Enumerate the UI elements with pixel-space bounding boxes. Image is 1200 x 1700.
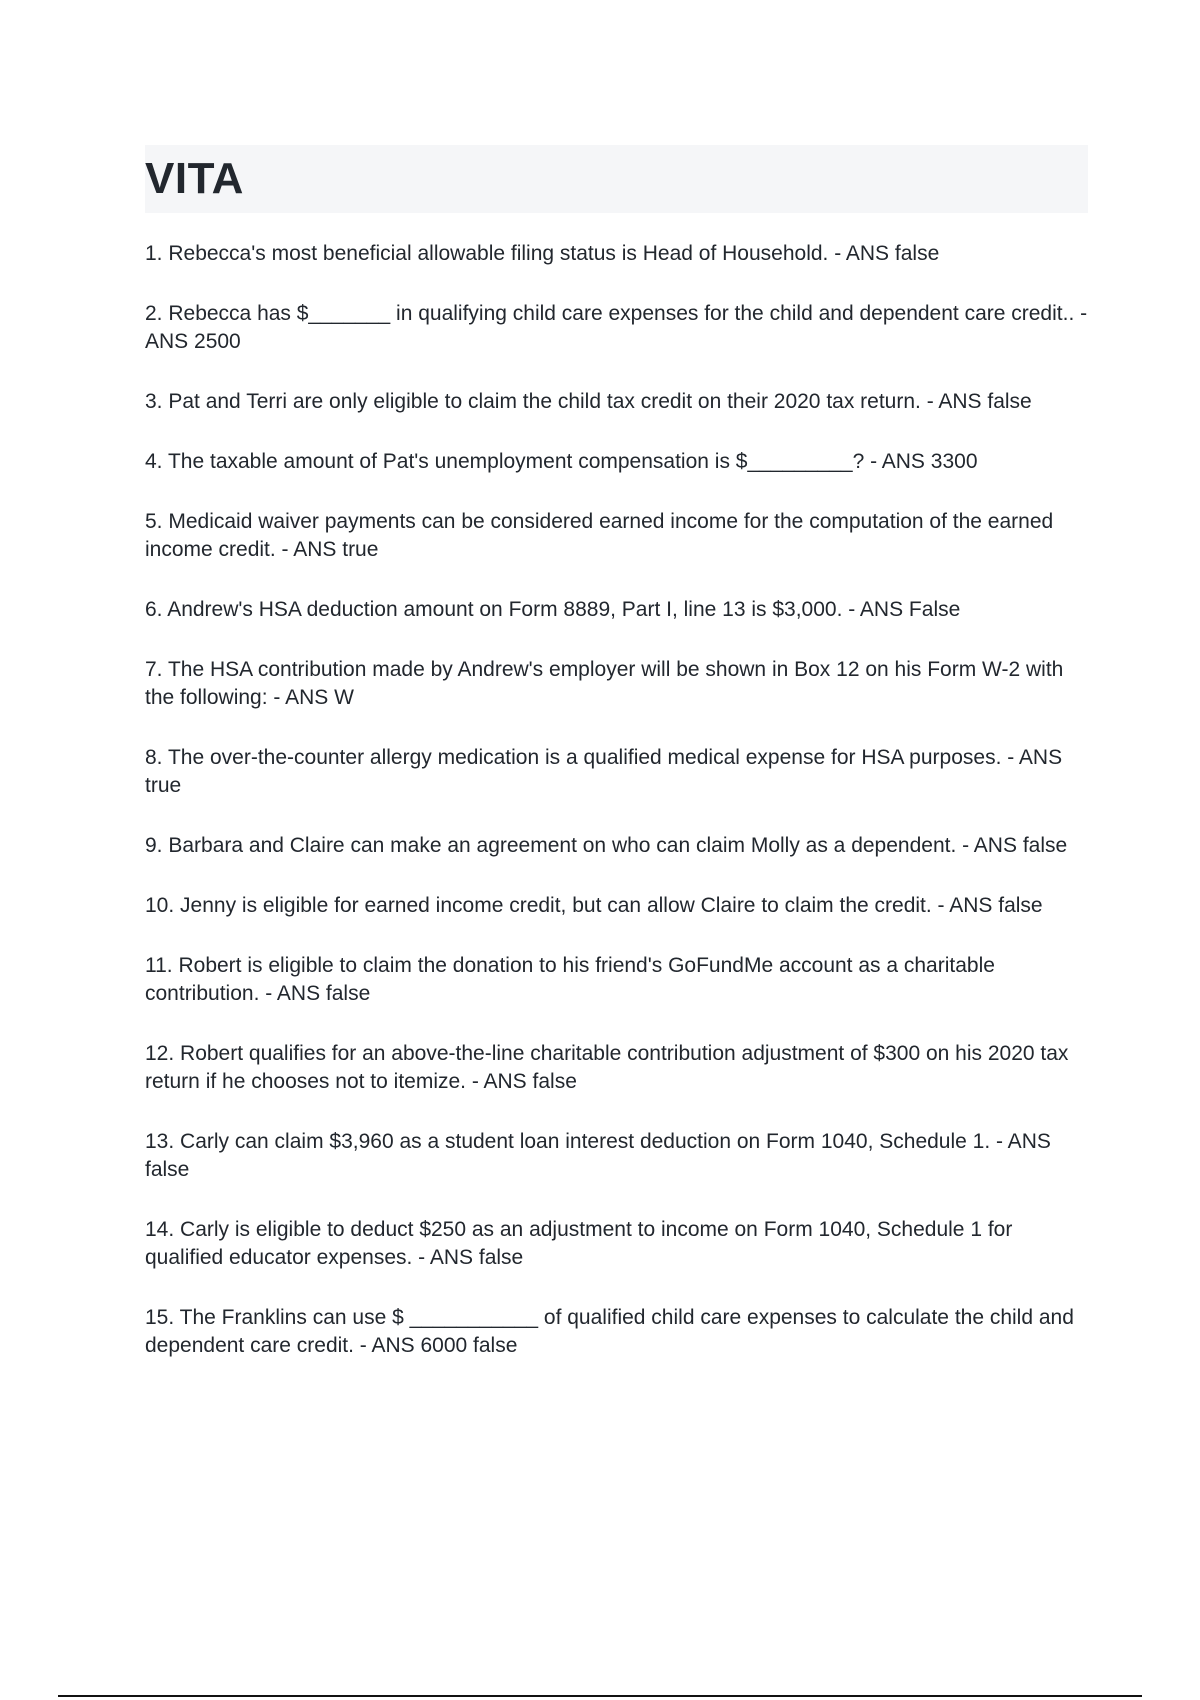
document-title: VITA bbox=[145, 154, 244, 203]
title-bar bbox=[145, 145, 1088, 213]
question-item-9: 9. Barbara and Claire can make an agreement on who can claim Molly as a dependent. - ANS false bbox=[145, 834, 1068, 857]
question-item-14: 14. Carly is eligible to deduct $250 as an adjustment to income on Form 1040, Schedule 1 for qualified educator expenses. - ANS false bbox=[145, 1218, 1013, 1269]
question-item-5: 5. Medicaid waiver payments can be considered earned income for the computation of the earned income credit. - ANS true bbox=[145, 510, 1054, 561]
question-item-10: 10. Jenny is eligible for earned income credit, but can allow Claire to claim the credit. - ANS false bbox=[145, 894, 1043, 917]
question-item-1: 1. Rebecca's most beneficial allowable filing status is Head of Household. - ANS false bbox=[145, 242, 940, 265]
question-item-4: 4. The taxable amount of Pat's unemployment compensation is $_________? - ANS 3300 bbox=[145, 450, 978, 473]
footer-divider bbox=[58, 1695, 1142, 1697]
question-item-8: 8. The over-the-counter allergy medication is a qualified medical expense for HSA purposes. - ANS true bbox=[145, 746, 1063, 797]
question-item-7: 7. The HSA contribution made by Andrew's employer will be shown in Box 12 on his Form W-2 with the following: - ANS W bbox=[145, 658, 1064, 709]
question-item-2: 2. Rebecca has $_______ in qualifying child care expenses for the child and dependent care credit.. - ANS 2500 bbox=[145, 302, 1088, 353]
question-item-15: 15. The Franklins can use $ ___________ of qualified child care expenses to calculate the child and dependent care credit. - ANS 6000 false bbox=[145, 1306, 1074, 1357]
question-list bbox=[145, 240, 1090, 1392]
question-item-3: 3. Pat and Terri are only eligible to claim the child tax credit on their 2020 tax return. - ANS false bbox=[145, 390, 1032, 413]
question-item-12: 12. Robert qualifies for an above-the-line charitable contribution adjustment of $300 on his 2020 tax return if he chooses not to itemize. - ANS false bbox=[145, 1042, 1069, 1093]
question-item-6: 6. Andrew's HSA deduction amount on Form 8889, Part I, line 13 is $3,000. - ANS False bbox=[145, 598, 961, 621]
question-item-11: 11. Robert is eligible to claim the donation to his friend's GoFundMe account as a charitable contribution. - ANS false bbox=[145, 954, 995, 1005]
question-item-13: 13. Carly can claim $3,960 as a student loan interest deduction on Form 1040, Schedule 1. - ANS false bbox=[145, 1130, 1051, 1181]
